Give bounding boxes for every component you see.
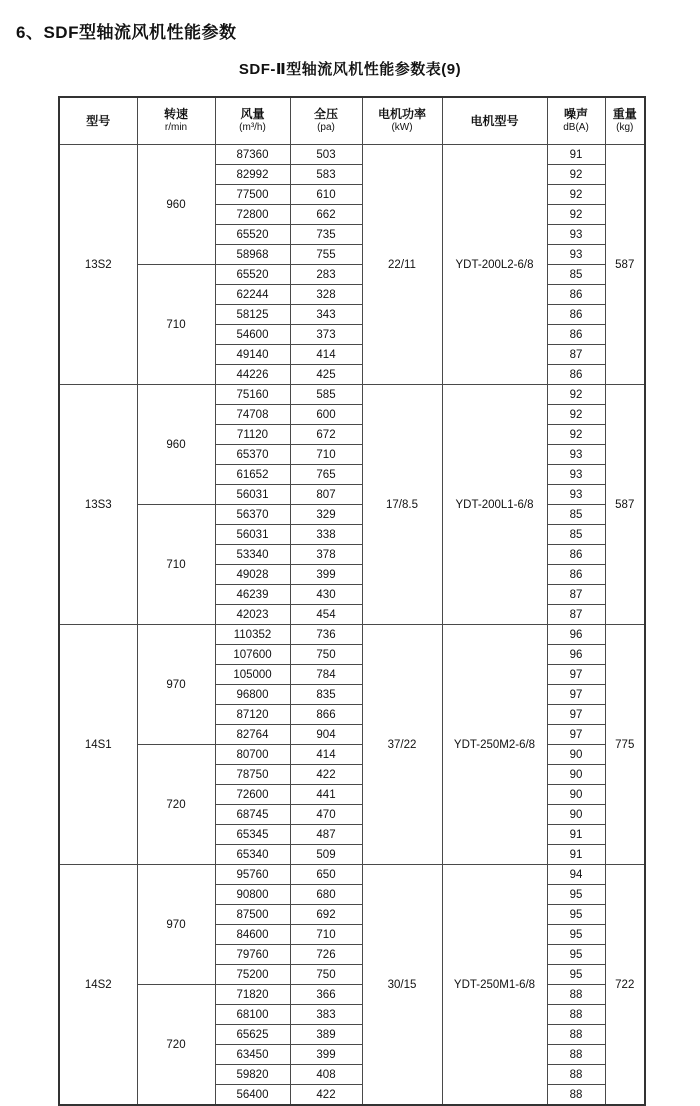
cell-pressure: 422 [290, 765, 362, 785]
table-row [59, 385, 645, 405]
cell-motor: YDT-250M2-6/8 [442, 625, 547, 865]
cell-noise: 92 [547, 185, 605, 205]
cell-pressure: 503 [290, 145, 362, 165]
table-row [59, 265, 645, 285]
cell-speed: 960 [137, 385, 215, 505]
cell-pressure: 755 [290, 245, 362, 265]
cell-noise: 88 [547, 1085, 605, 1106]
cell-power: 17/8.5 [362, 385, 442, 625]
cell-noise: 90 [547, 805, 605, 825]
cell-noise: 86 [547, 285, 605, 305]
cell-pressure: 378 [290, 545, 362, 565]
cell-pressure: 399 [290, 1045, 362, 1065]
cell-speed: 710 [137, 265, 215, 385]
cell-pressure: 487 [290, 825, 362, 845]
header-pressure-unit: (pa) [317, 122, 335, 134]
cell-flow: 75200 [215, 965, 290, 985]
cell-noise: 88 [547, 1045, 605, 1065]
performance-table [58, 96, 646, 1106]
cell-flow: 56031 [215, 485, 290, 505]
cell-flow: 78750 [215, 765, 290, 785]
cell-flow: 49028 [215, 565, 290, 585]
cell-noise: 87 [547, 585, 605, 605]
cell-noise: 96 [547, 625, 605, 645]
cell-flow: 80700 [215, 745, 290, 765]
table-row [59, 865, 645, 885]
cell-pressure: 835 [290, 685, 362, 705]
cell-speed: 960 [137, 145, 215, 265]
cell-pressure: 583 [290, 165, 362, 185]
cell-flow: 65625 [215, 1025, 290, 1045]
cell-pressure: 784 [290, 665, 362, 685]
cell-noise: 93 [547, 485, 605, 505]
header-noise [547, 97, 605, 145]
cell-noise: 96 [547, 645, 605, 665]
header-flow-label: 风量 [240, 107, 265, 122]
table-row [59, 505, 645, 525]
header-weight [605, 97, 645, 145]
cell-pressure: 399 [290, 565, 362, 585]
cell-pressure: 662 [290, 205, 362, 225]
cell-flow: 71120 [215, 425, 290, 445]
cell-noise: 92 [547, 385, 605, 405]
cell-power: 22/11 [362, 145, 442, 385]
cell-pressure: 750 [290, 645, 362, 665]
cell-pressure: 726 [290, 945, 362, 965]
table-row [59, 985, 645, 1005]
cell-flow: 65520 [215, 265, 290, 285]
cell-speed: 720 [137, 985, 215, 1106]
cell-pressure: 329 [290, 505, 362, 525]
cell-noise: 92 [547, 405, 605, 425]
cell-flow: 62244 [215, 285, 290, 305]
cell-flow: 46239 [215, 585, 290, 605]
cell-pressure: 680 [290, 885, 362, 905]
cell-flow: 95760 [215, 865, 290, 885]
cell-model: 13S2 [59, 145, 137, 385]
cell-power: 37/22 [362, 625, 442, 865]
cell-pressure: 610 [290, 185, 362, 205]
cell-weight: 722 [605, 865, 645, 1106]
header-motor-label: 电机型号 [470, 113, 519, 128]
cell-flow: 44226 [215, 365, 290, 385]
table-title: SDF-Ⅱ型轴流风机性能参数表(9) [238, 61, 462, 78]
cell-pressure: 807 [290, 485, 362, 505]
header-power [362, 97, 442, 145]
cell-pressure: 710 [290, 925, 362, 945]
cell-flow: 77500 [215, 185, 290, 205]
cell-noise: 93 [547, 445, 605, 465]
cell-flow: 65370 [215, 445, 290, 465]
cell-flow: 68745 [215, 805, 290, 825]
cell-noise: 97 [547, 725, 605, 745]
cell-flow: 56370 [215, 505, 290, 525]
cell-flow: 56031 [215, 525, 290, 545]
header-weight-label: 重量 [612, 107, 637, 122]
section-heading: 6、SDF型轴流风机性能参数 [16, 23, 237, 42]
cell-flow: 74708 [215, 405, 290, 425]
cell-model: 14S1 [59, 625, 137, 865]
cell-noise: 90 [547, 785, 605, 805]
cell-noise: 87 [547, 605, 605, 625]
cell-pressure: 672 [290, 425, 362, 445]
cell-pressure: 736 [290, 625, 362, 645]
header-pressure [290, 97, 362, 145]
header-pressure-label: 全压 [313, 107, 338, 122]
cell-flow: 63450 [215, 1045, 290, 1065]
cell-pressure: 425 [290, 365, 362, 385]
cell-noise: 88 [547, 1025, 605, 1045]
cell-pressure: 283 [290, 265, 362, 285]
cell-weight: 587 [605, 145, 645, 385]
cell-pressure: 383 [290, 1005, 362, 1025]
cell-flow: 87360 [215, 145, 290, 165]
cell-noise: 88 [547, 1005, 605, 1025]
cell-speed: 720 [137, 745, 215, 865]
cell-flow: 90800 [215, 885, 290, 905]
cell-flow: 61652 [215, 465, 290, 485]
cell-noise: 97 [547, 685, 605, 705]
cell-pressure: 509 [290, 845, 362, 865]
cell-flow: 87500 [215, 905, 290, 925]
cell-pressure: 430 [290, 585, 362, 605]
cell-weight: 775 [605, 625, 645, 865]
cell-noise: 92 [547, 205, 605, 225]
cell-flow: 59820 [215, 1065, 290, 1085]
cell-pressure: 414 [290, 745, 362, 765]
cell-noise: 88 [547, 1065, 605, 1085]
table-head [59, 97, 645, 145]
cell-pressure: 735 [290, 225, 362, 245]
header-weight-unit: (kg) [616, 122, 634, 134]
header-power-unit: (kW) [391, 122, 413, 134]
cell-noise: 95 [547, 885, 605, 905]
cell-noise: 97 [547, 665, 605, 685]
header-noise-label: 噪声 [563, 107, 588, 122]
cell-weight: 587 [605, 385, 645, 625]
cell-pressure: 338 [290, 525, 362, 545]
cell-pressure: 408 [290, 1065, 362, 1085]
cell-pressure: 866 [290, 705, 362, 725]
cell-flow: 42023 [215, 605, 290, 625]
cell-noise: 86 [547, 545, 605, 565]
cell-flow: 96800 [215, 685, 290, 705]
header-flow-unit: (m³/h) [239, 122, 266, 134]
cell-flow: 105000 [215, 665, 290, 685]
cell-flow: 65345 [215, 825, 290, 845]
cell-flow: 110352 [215, 625, 290, 645]
cell-noise: 95 [547, 905, 605, 925]
cell-pressure: 765 [290, 465, 362, 485]
cell-noise: 85 [547, 505, 605, 525]
cell-pressure: 750 [290, 965, 362, 985]
cell-pressure: 585 [290, 385, 362, 405]
cell-pressure: 692 [290, 905, 362, 925]
cell-flow: 68100 [215, 1005, 290, 1025]
cell-flow: 65520 [215, 225, 290, 245]
cell-noise: 91 [547, 845, 605, 865]
cell-flow: 79760 [215, 945, 290, 965]
cell-flow: 65340 [215, 845, 290, 865]
cell-noise: 91 [547, 145, 605, 165]
cell-pressure: 650 [290, 865, 362, 885]
cell-pressure: 373 [290, 325, 362, 345]
header-flow [215, 97, 290, 145]
cell-speed: 710 [137, 505, 215, 625]
cell-pressure: 600 [290, 405, 362, 425]
cell-noise: 92 [547, 165, 605, 185]
header-speed [137, 97, 215, 145]
cell-noise: 92 [547, 425, 605, 445]
cell-noise: 86 [547, 365, 605, 385]
cell-model: 14S2 [59, 865, 137, 1106]
cell-pressure: 328 [290, 285, 362, 305]
cell-pressure: 710 [290, 445, 362, 465]
table-row [59, 625, 645, 645]
cell-motor: YDT-200L1-6/8 [442, 385, 547, 625]
table-body [59, 145, 645, 1106]
cell-flow: 75160 [215, 385, 290, 405]
cell-pressure: 470 [290, 805, 362, 825]
cell-flow: 56400 [215, 1085, 290, 1106]
cell-noise: 93 [547, 245, 605, 265]
cell-flow: 49140 [215, 345, 290, 365]
cell-noise: 93 [547, 465, 605, 485]
cell-noise: 88 [547, 985, 605, 1005]
cell-flow: 71820 [215, 985, 290, 1005]
header-power-label: 电机功率 [377, 107, 426, 122]
cell-noise: 91 [547, 825, 605, 845]
cell-power: 30/15 [362, 865, 442, 1106]
cell-noise: 86 [547, 565, 605, 585]
cell-flow: 82992 [215, 165, 290, 185]
cell-noise: 97 [547, 705, 605, 725]
table-row [59, 145, 645, 165]
cell-pressure: 441 [290, 785, 362, 805]
cell-noise: 94 [547, 865, 605, 885]
header-noise-unit: dB(A) [563, 122, 589, 134]
cell-noise: 87 [547, 345, 605, 365]
cell-speed: 970 [137, 625, 215, 745]
header-model-label: 型号 [86, 113, 111, 128]
cell-motor: YDT-200L2-6/8 [442, 145, 547, 385]
cell-noise: 90 [547, 745, 605, 765]
cell-noise: 90 [547, 765, 605, 785]
cell-pressure: 454 [290, 605, 362, 625]
cell-pressure: 343 [290, 305, 362, 325]
cell-noise: 85 [547, 265, 605, 285]
table-row [59, 745, 645, 765]
cell-flow: 54600 [215, 325, 290, 345]
cell-noise: 95 [547, 925, 605, 945]
cell-motor: YDT-250M1-6/8 [442, 865, 547, 1106]
cell-flow: 82764 [215, 725, 290, 745]
performance-table-wrapper [58, 96, 644, 1106]
cell-flow: 72800 [215, 205, 290, 225]
cell-noise: 95 [547, 945, 605, 965]
cell-flow: 84600 [215, 925, 290, 945]
cell-flow: 58125 [215, 305, 290, 325]
cell-pressure: 414 [290, 345, 362, 365]
cell-flow: 107600 [215, 645, 290, 665]
cell-noise: 86 [547, 325, 605, 345]
cell-flow: 53340 [215, 545, 290, 565]
cell-pressure: 389 [290, 1025, 362, 1045]
cell-noise: 95 [547, 965, 605, 985]
cell-noise: 86 [547, 305, 605, 325]
cell-pressure: 366 [290, 985, 362, 1005]
cell-noise: 85 [547, 525, 605, 545]
cell-speed: 970 [137, 865, 215, 985]
cell-flow: 58968 [215, 245, 290, 265]
cell-model: 13S3 [59, 385, 137, 625]
cell-flow: 72600 [215, 785, 290, 805]
cell-pressure: 904 [290, 725, 362, 745]
header-motor [442, 97, 547, 145]
header-speed-unit: r/min [164, 122, 188, 134]
header-model [59, 97, 137, 145]
cell-flow: 87120 [215, 705, 290, 725]
header-row [59, 97, 645, 145]
header-speed-label: 转速 [163, 107, 188, 122]
cell-pressure: 422 [290, 1085, 362, 1106]
cell-noise: 93 [547, 225, 605, 245]
